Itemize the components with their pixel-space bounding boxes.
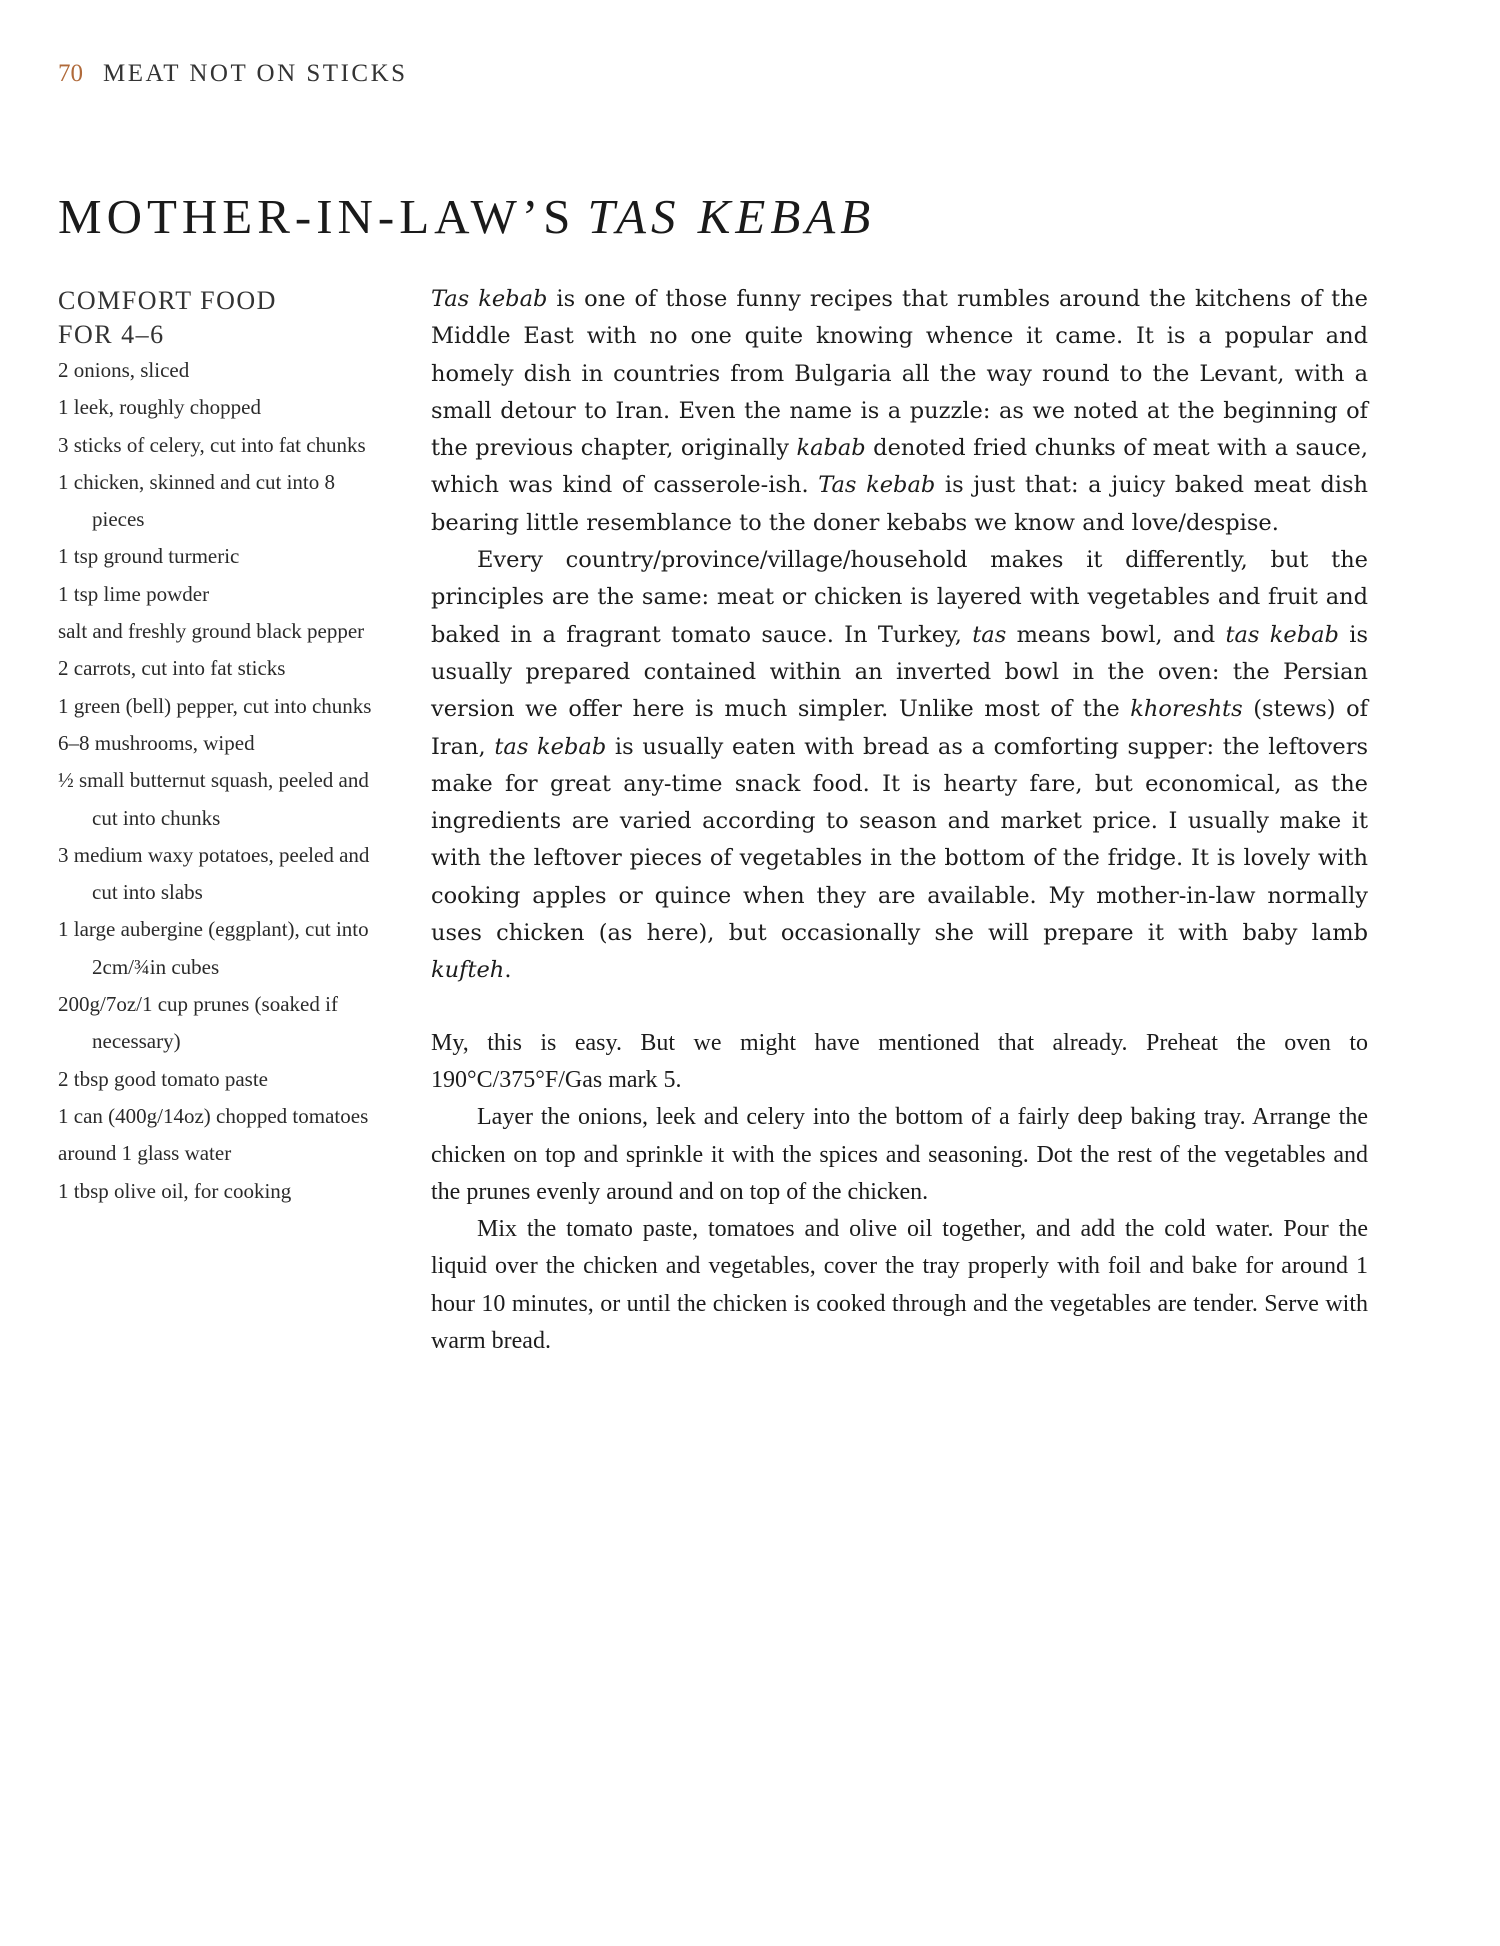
ingredient-item: 2 tbsp good tomato paste bbox=[58, 1066, 268, 1091]
ingredient-item: 6–8 mushrooms, wiped bbox=[58, 730, 255, 755]
recipe-body bbox=[431, 281, 1368, 1360]
italic-term: tas kebab bbox=[1225, 621, 1339, 648]
ingredient-item: 1 tbsp olive oil, for cooking bbox=[58, 1178, 292, 1203]
ingredient-list bbox=[58, 352, 388, 1210]
ingredient-item: 1 can (400g/14oz) chopped tomatoes bbox=[58, 1103, 369, 1128]
ingredients-sidebar bbox=[58, 284, 388, 1210]
method-paragraph: Layer the onions, leek and celery into the bottom of a fairly deep baking tray. Arrange the chicken on top and sprinkle it with the spices and seasoning. Dot the rest of the vegetables and the prunes evenly around and on top of the chicken. bbox=[431, 1104, 1368, 1205]
ingredient-item: ½ small butternut squash, peeled and cut into chunks bbox=[58, 768, 369, 830]
ingredient-item: 3 sticks of celery, cut into fat chunks bbox=[58, 432, 366, 457]
italic-term: khoreshts bbox=[1130, 696, 1243, 723]
italic-term: tas kebab bbox=[494, 733, 607, 760]
method-paragraph: Mix the tomato paste, tomatoes and olive oil together, and add the cold water. Pour the liquid over the chicken and vegetables, cover the tray properly with foil and bake for around 1 hour 10 minutes, or until the chicken is cooked through and the vegetables are tender. Serve with warm bread. bbox=[431, 1216, 1368, 1355]
italic-term: Tas kebab bbox=[431, 286, 548, 312]
ingredient-item: 1 tsp lime powder bbox=[58, 581, 210, 606]
recipe-title-italic: TAS KEBAB bbox=[587, 189, 876, 244]
italic-term: kabab bbox=[796, 435, 866, 462]
intro-text: is one of those funny recipes that rumbles around the kitchens of the Middle East with no one quite knowing whence it came. It is a popular and homely dish in countries from Bulgaria all the way round to the Levant, with a small detour to Iran. Even the name is a puzzle: as we noted at the beginning of the previous chapter, originally bbox=[431, 286, 1369, 462]
recipe-serves: FOR 4–6 bbox=[58, 320, 165, 349]
section-title: MEAT NOT ON STICKS bbox=[103, 60, 408, 87]
recipe-introduction bbox=[431, 281, 1368, 990]
intro-text: (stews) of Iran, bbox=[431, 696, 1368, 760]
italic-term: tas bbox=[972, 621, 1007, 648]
intro-text: Every country/province/village/household makes it differently, but the principles are the same: meat or chicken is layered with vegetables and fruit and baked in a fragrant tomato sauce. In Turkey, bbox=[431, 547, 1368, 648]
page-number: 70 bbox=[58, 60, 83, 87]
method-paragraph: My, this is easy. But we might have mentioned that already. Preheat the oven to 190°C/375°F/Gas mark 5. bbox=[431, 1029, 1368, 1093]
ingredient-item: salt and freshly ground black pepper bbox=[58, 619, 365, 644]
ingredient-item: 200g/7oz/1 cup prunes (soaked if necessary) bbox=[58, 992, 338, 1054]
ingredient-item: 1 green (bell) pepper, cut into chunks bbox=[58, 693, 372, 718]
ingredient-item: 1 tsp ground turmeric bbox=[58, 544, 240, 569]
recipe-category: COMFORT FOOD bbox=[58, 286, 277, 315]
intro-text: . bbox=[504, 957, 512, 984]
intro-paragraph bbox=[431, 542, 1368, 990]
intro-text: is usually prepared contained within an inverted bowl in the oven: the Persian version we offer here is much simpler. Unlike most of the bbox=[431, 621, 1369, 723]
italic-term: kufteh bbox=[431, 957, 505, 984]
intro-text: is usually eaten with bread as a comforting supper: the leftovers make for great any-time snack food. It is hearty fare, but economical, as the ingredients are varied according to season and market price. I usually make it with the leftover pieces of vegetables in the bottom of the fridge. It is lovely with cooking apples or quince when they are available. My mother-in-law normally uses chicken (as here), but occasionally she will prepare it with baby lamb bbox=[431, 733, 1368, 947]
ingredient-item: 2 carrots, cut into fat sticks bbox=[58, 656, 286, 681]
ingredient-item: around 1 glass water bbox=[58, 1141, 232, 1166]
intro-text: means bowl, and bbox=[1006, 621, 1226, 648]
recipe-title bbox=[58, 188, 875, 245]
ingredient-item: 1 chicken, skinned and cut into 8 pieces bbox=[58, 469, 336, 532]
running-head bbox=[58, 60, 408, 88]
recipe-method bbox=[431, 1025, 1368, 1361]
ingredient-item: 1 leek, roughly chopped bbox=[58, 395, 261, 420]
intro-text: is just that: a juicy baked meat dish bearing little resemblance to the doner kebabs we know and love/despise. bbox=[431, 472, 1369, 536]
ingredient-item: 1 large aubergine (eggplant), cut into 2cm/¾in cubes bbox=[58, 917, 369, 979]
italic-term: Tas kebab bbox=[818, 472, 936, 499]
intro-text: denoted fried chunks of meat with a sauce, which was kind of casserole-ish. bbox=[431, 435, 1369, 499]
ingredient-item: 3 medium waxy potatoes, peeled and cut into slabs bbox=[58, 842, 370, 905]
ingredient-item: 2 onions, sliced bbox=[58, 358, 190, 382]
recipe-title-main: MOTHER-IN-LAW’S bbox=[58, 189, 576, 244]
intro-paragraph bbox=[431, 281, 1368, 542]
